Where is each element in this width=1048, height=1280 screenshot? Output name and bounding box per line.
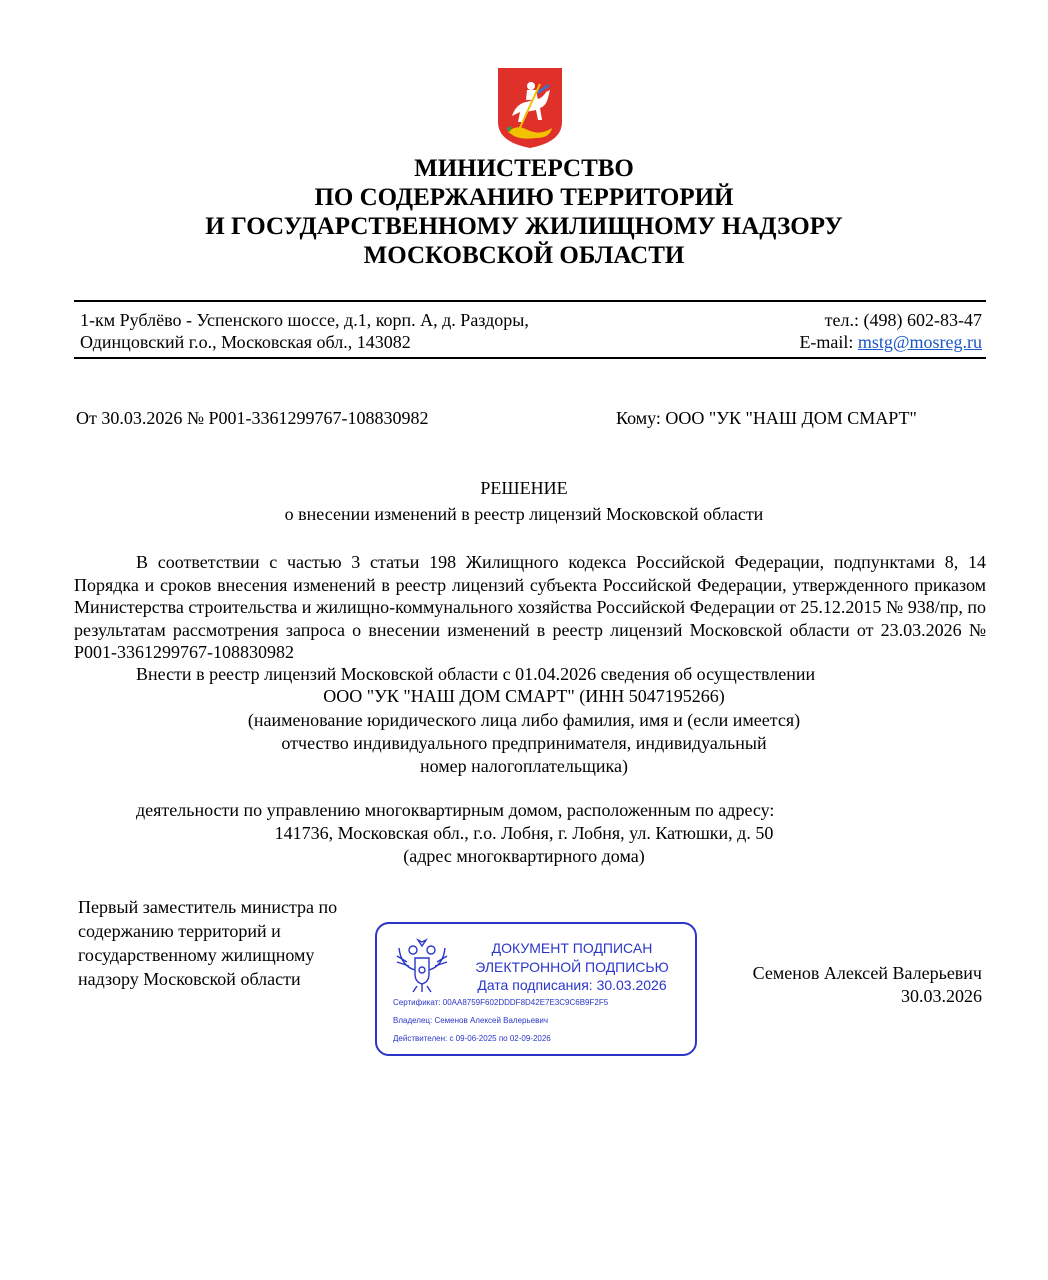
header-divider-top <box>74 300 986 302</box>
document-subtitle: о внесении изменений в реестр лицензий Московской области <box>284 504 764 524</box>
signer-position: Первый заместитель министра по содержанию территорий и государственному жилищному надзору Московской области <box>78 897 338 989</box>
activity-line: деятельности по управлению многоквартирным домом, расположенным по адресу: <box>136 800 775 820</box>
address-line: 1-км Рублёво - Успенского шоссе, д.1, корп. А, д. Раздоры, <box>80 310 529 330</box>
stamp-owner: Владелец: Семенов Алексей Валерьевич <box>393 1016 549 1025</box>
russian-eagle-icon <box>393 936 451 994</box>
stamp-heading: ЭЛЕКТРОННОЙ ПОДПИСЬЮ <box>475 959 669 975</box>
signer-block <box>753 962 982 1008</box>
coat-of-arms-icon <box>496 66 564 150</box>
house-caption: (адрес многоквартирного дома) <box>403 846 645 866</box>
company-name: ООО "УК "НАШ ДОМ СМАРТ" (ИНН 5047195266) <box>323 686 725 706</box>
email-link[interactable]: mstg@mosreg.ru <box>857 332 982 352</box>
address-line: Одинцовский г.о., Московская обл., 143082 <box>80 332 411 352</box>
stamp-validity: Действителен: с 09-06-2025 по 02-09-2026 <box>393 1034 551 1043</box>
ministry-line: МОСКОВСКОЙ ОБЛАСТИ <box>363 242 685 269</box>
ministry-contacts <box>799 309 982 353</box>
decision-basis-paragraph: В соответствии с частью 3 статьи 198 Жилищного кодекса Российской Федерации, подпунктами 8, 14 Порядка и сроков внесения изменений в реестр лицензий субъекта Российской Федерации, утвержденного приказом Министерства строительства и жилищно-коммунального хозяйства Российской Федерации от 25.12.2015 № 938/пр, по результатам рассмотрения запроса о внесении изменений в реестр лицензий Московской области от 23.03.2026 № Р001-3361299767-108830982 <box>74 552 986 663</box>
ministry-name <box>0 154 1048 270</box>
signer-name: Семенов Алексей Валерьевич <box>752 963 982 983</box>
ministry-line: И ГОСУДАРСТВЕННОМУ ЖИЛИЩНОМУ НАДЗОРУ <box>205 213 843 240</box>
ministry-address <box>80 309 529 353</box>
document-title: РЕШЕНИЕ <box>480 478 568 498</box>
company-caption: (наименование юридического лица либо фамилия, имя и (если имеется) <box>247 710 801 730</box>
stamp-sign-date: Дата подписания: 30.03.2026 <box>477 977 667 993</box>
stamp-certificate: Сертификат: 00AA8759F602DDDF8D42E7E3C9C6B9F2F5 <box>393 998 609 1007</box>
company-caption: номер налогоплательщика) <box>419 756 628 776</box>
enter-line: Внести в реестр лицензий Московской области с 01.04.2026 сведения об осуществлении <box>136 664 816 684</box>
ministry-line: МИНИСТЕРСТВО <box>414 155 634 182</box>
signature-date: 30.03.2026 <box>901 986 982 1006</box>
email-label: E-mail: <box>799 332 858 352</box>
header-divider-bottom <box>74 357 986 359</box>
ministry-line: ПО СОДЕРЖАНИЮ ТЕРРИТОРИЙ <box>314 184 734 211</box>
electronic-signature-stamp <box>375 922 697 1056</box>
company-caption: отчество индивидуального предпринимателя, индивидуальный <box>281 733 767 753</box>
stamp-heading: ДОКУМЕНТ ПОДПИСАН <box>491 940 653 956</box>
email-row <box>799 331 982 353</box>
phone: тел.: (498) 602-83-47 <box>824 310 982 330</box>
recipient: Кому: ООО "УК "НАШ ДОМ СМАРТ" <box>616 408 917 428</box>
document-number: От 30.03.2026 № Р001-3361299767-108830982 <box>76 408 429 428</box>
house-address: 141736, Московская обл., г.о. Лобня, г. Лобня, ул. Катюшки, д. 50 <box>274 823 774 843</box>
